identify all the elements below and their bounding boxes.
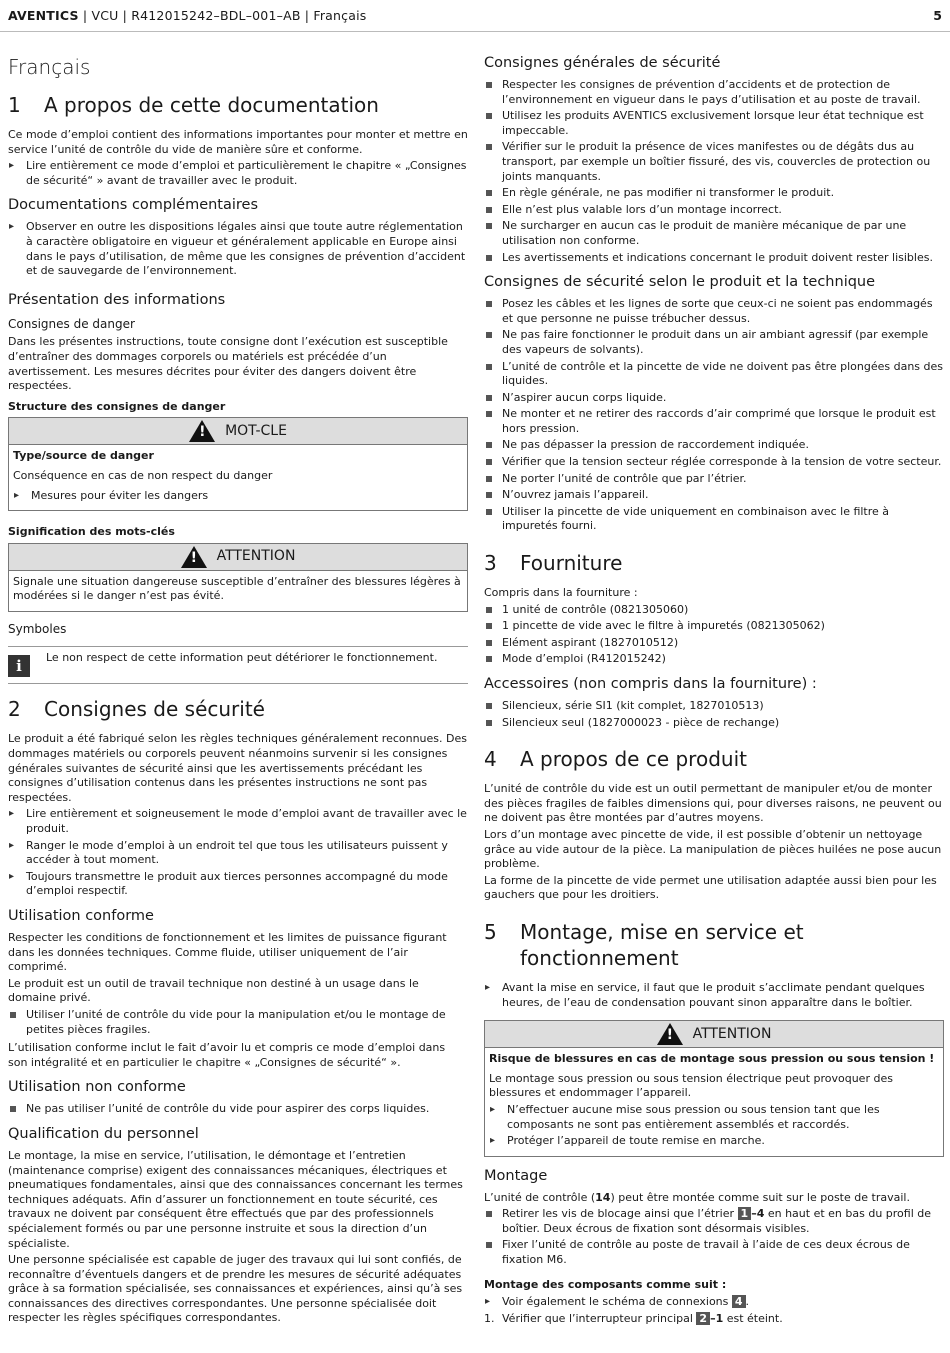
heading-presentation: Présentation des informations [8, 291, 226, 308]
signal-word: ATTENTION [692, 1025, 772, 1042]
heading-montage-composants: Montage des composants comme suit : [484, 1277, 727, 1291]
section-title: A propos de cette documentation [44, 93, 379, 117]
list-item: Les avertissements et indications concernant le produit doivent rester lisibles. [484, 251, 944, 266]
text: est éteint. [723, 1311, 783, 1325]
list [8, 1008, 468, 1037]
right-column [484, 54, 944, 1330]
header-text [8, 9, 366, 24]
list [8, 807, 468, 899]
page-header [0, 0, 950, 32]
step-number: 1. [484, 1311, 495, 1325]
section-number: 3 [484, 551, 497, 576]
heading-structure: Structure des consignes de danger [8, 399, 226, 413]
text: ) peut être montée comme suit sur le poste de travail. [610, 1190, 910, 1204]
figure-ref: –1 [710, 1311, 724, 1325]
brand: AVENTICS [8, 8, 79, 23]
list-item: Ne porter l’unité de contrôle que par l’étrier. [484, 472, 944, 487]
box-bold-text: Risque de blessures en cas de montage sous pression ou sous tension ! [489, 1052, 935, 1066]
heading-signification: Signification des mots-clés [8, 525, 175, 539]
paragraph: Ce mode d’emploi contient des informations importantes pour monter et mettre en service l’unité de contrôle du vide de manière sûre et conforme. [8, 128, 468, 156]
section-title [520, 919, 804, 971]
section-number: 2 [8, 697, 21, 722]
list [484, 297, 944, 534]
paragraph: Dans les présentes instructions, toute consigne dont l’exécution est susceptible d’entraîner des dommages corporels ou matériels est précédée d’un avertissement. Les mesures décrites pour éviter des dangers doivent être respectées. [8, 335, 448, 393]
list [8, 220, 468, 278]
reference-number: 14 [595, 1190, 611, 1204]
list [489, 1103, 939, 1149]
warning-icon [657, 1023, 683, 1045]
section-5-heading [484, 919, 944, 971]
heading-general-safety: Consignes générales de sécurité [484, 55, 721, 71]
figure-tag: 1 [738, 1207, 752, 1220]
heading-util-non-conforme: Utilisation non conforme [8, 1079, 186, 1096]
paragraph: Le produit a été fabriqué selon les règles techniques généralement reconnues. Des dommages matériels ou corporels peuvent néanmoins survenir si les consignes générales suivantes de sécurité ainsi que les avertissements précédant les consignes d’utilisation contenus dans les présentes instructions ne sont pas respectées. [8, 732, 467, 804]
list-item: Mode d’emploi (R412015242) [484, 652, 944, 667]
attention-box [8, 543, 468, 612]
box-body [485, 1048, 943, 1156]
section-title: Fourniture [520, 551, 623, 576]
list [484, 699, 944, 730]
section-title-line-1: Montage, mise en service et [520, 919, 804, 944]
list-item: Elément aspirant (1827010512) [484, 636, 944, 651]
figure-tag: 4 [732, 1295, 746, 1308]
box-body [9, 445, 467, 510]
box-header [9, 544, 467, 571]
paragraph: Le produit est un outil de travail technique non destiné à un usage dans le domaine privé. [8, 976, 419, 1005]
list-item: Respecter les consignes de prévention d’accidents et de protection de l’environnement en vigueur dans le pays d’utilisation et au poste de travail. [484, 78, 944, 107]
section-title-line-2: fonctionnement [520, 945, 679, 970]
list-item: Vérifier sur le produit la présence de vices manifestes ou de dégâts dus au transport, par exemple un boîtier fissuré, des vis, couvercles de protection ou joints manquants. [484, 140, 944, 184]
header-doc-info: | VCU | R412015242–BDL–001–AB | Français [78, 8, 367, 23]
symbol-row [8, 646, 468, 684]
list-item: ▸ Mesures pour éviter les dangers [13, 489, 463, 504]
figure-tag: 2 [696, 1312, 710, 1325]
list [484, 78, 944, 265]
danger-consequence: Conséquence en cas de non respect du danger [13, 468, 273, 482]
list-item: Ne surcharger en aucun cas le produit de manière mécanique de par une utilisation non conforme. [484, 219, 944, 248]
paragraph [484, 1191, 944, 1206]
heading-doc-comp: Documentations complémentaires [8, 197, 259, 214]
heading-symbols: Symboles [8, 621, 67, 636]
section-2-heading [8, 696, 468, 722]
list-item: Silencieux, série SI1 (kit complet, 1827010513) [484, 699, 944, 714]
list-item: ▸ Lire entièrement ce mode d’emploi et particulièrement le chapitre « „Consignes de sécurité“ » avant de travailler avec le produit. [8, 159, 468, 188]
section-number: 1 [8, 93, 21, 117]
list-item: 1 pincette de vide avec le filtre à impuretés (0821305062) [484, 619, 944, 634]
section-4-heading [484, 746, 944, 772]
heading-montage: Montage [484, 1167, 548, 1184]
list-item: N’aspirer aucun corps liquide. [484, 391, 944, 406]
list [484, 1207, 944, 1267]
list-item: Utiliser l’unité de contrôle du vide pour la manipulation et/ou le montage de petites pièces fragiles. [8, 1008, 468, 1037]
heading-accessories: Accessoires (non compris dans la fourniture) : [484, 676, 817, 692]
list [484, 1295, 944, 1326]
paragraph: Respecter les conditions de fonctionnement et les limites de puissance figurant dans les données techniques. Comme fluide, utiliser uniquement de l’air comprimé. [8, 931, 447, 974]
list-item: Posez les câbles et les lignes de sorte que ceux-ci ne soient pas endommagés et que personne ne puisse trébucher dessus. [484, 297, 944, 326]
list-item: ▸ Ranger le mode d’emploi à un endroit tel que tous les utilisateurs puissent y accéder à tout moment. [8, 839, 468, 868]
figure-ref: –4 [751, 1207, 765, 1221]
list-item [484, 1295, 944, 1310]
warning-icon [181, 546, 207, 568]
list-item: Utiliser la pincette de vide uniquement en combinaison avec le filtre à impuretés fourni. [484, 505, 944, 534]
list-item: En règle générale, ne pas modifier ni transformer le produit. [484, 186, 944, 201]
list-item: Silencieux seul (1827000023 - pièce de rechange) [484, 716, 944, 731]
page-number: 5 [933, 8, 942, 23]
list-item: ▸ N’effectuer aucune mise sous pression ou sous tension tant que les composants ne sont pas entièrement assemblés et raccordés. [489, 1103, 939, 1132]
box-body [9, 571, 467, 611]
list-item: Ne pas faire fonctionner le produit dans un air ambiant agressif (par exemple des vapeurs de solvants). [484, 328, 944, 357]
heading-util-conforme: Utilisation conforme [8, 908, 154, 924]
list [484, 981, 944, 1010]
list [8, 1102, 468, 1117]
left-column [8, 50, 468, 1328]
list-item: ▸ Observer en outre les dispositions légales ainsi que toute autre réglementation à caractère obligatoire en vigueur et généralement applicable en Europe ainsi dans le pays d’utilisation, de même que les consignes de prévention d’accident et de sauvegarde de l’environnement. [8, 220, 468, 278]
box-header [485, 1021, 943, 1048]
list-item [484, 1312, 944, 1327]
warning-icon [189, 420, 215, 442]
info-icon: i [8, 655, 30, 677]
list-item: ▸ Toujours transmettre le produit aux tierces personnes accompagné du mode d’emploi respectif. [8, 870, 468, 899]
list-item: Ne pas dépasser la pression de raccordement indiquée. [484, 438, 944, 453]
signal-word: MOT-CLE [225, 423, 287, 440]
list-item: Ne pas utiliser l’unité de contrôle du vide pour aspirer des corps liquides. [8, 1102, 468, 1117]
text: Voir également le schéma de connexions [502, 1295, 732, 1309]
paragraph: Compris dans la fourniture : [484, 586, 638, 600]
list-item: Utilisez les produits AVENTICS exclusivement lorsque leur état technique est impeccable. [484, 109, 944, 138]
section-title: Consignes de sécurité [44, 697, 265, 722]
list [13, 489, 463, 504]
list-item: Vérifier que la tension secteur réglée corresponde à la tension de votre secteur. [484, 455, 944, 470]
heading-technical-safety: Consignes de sécurité selon le produit et la technique [484, 274, 876, 291]
language-title: Français [8, 55, 91, 79]
box-header [9, 418, 467, 445]
symbol-text: Le non respect de cette information peut détériorer le fonctionnement. [46, 651, 438, 665]
section-1-heading [8, 92, 468, 118]
list-item: Ne monter et ne retirer des raccords d’air comprimé que lorsque le produit est hors pression. [484, 407, 944, 436]
list [8, 159, 468, 188]
paragraph: Le montage, la mise en service, l’utilisation, le démontage et l’entretien (maintenance comprise) exigent des connaissances mécaniques, électriques et pneumatiques fondamentales, ainsi que des connaissances concernant les termes techniques adéquats. Afin d’assurer un fonctionnement en toute sécurité, ces travaux ne doivent par conséquent être effectués que par des professionnels spécialement formés ou par une personne instruite et sous la direction d’un spécialiste. [8, 1148, 463, 1250]
list-item: ▸ Protéger l’appareil de toute remise en marche. [489, 1134, 939, 1149]
signal-word: ATTENTION [216, 548, 296, 565]
text: Retirer les vis de blocage ainsi que l’étrier [502, 1207, 738, 1221]
paragraph: L’unité de contrôle du vide est un outil permettant de manipuler et/ou de monter des pièces fragiles de faibles dimensions qui, pour diverses raisons, ne peuvent ou ne doivent pas être montées par d’autres moyens. [484, 782, 942, 825]
box-text: Le montage sous pression ou sous tension électrique peut provoquer des blessures et endommager l’appareil. [489, 1071, 893, 1100]
section-3-heading [484, 550, 944, 576]
list-item: Fixer l’unité de contrôle au poste de travail à l’aide de ces deux écrous de fixation M6. [484, 1238, 944, 1267]
paragraph: Une personne spécialisée est capable de juger des travaux qui lui sont confiés, de reconnaître d’éventuels dangers et de prendre les mesures de sécurité adéquates grâce à sa formation spécialisée, ses connaissances et expériences, ainsi qu’à ses connaissances des directives correspondantes. Une personne spécialisée doit respecter les règles spécifiques correspondantes. [8, 1253, 463, 1325]
list-item: L’unité de contrôle et la pincette de vide ne doivent pas être plongées dans des liquides. [484, 360, 944, 389]
list-item: ▸ Avant la mise en service, il faut que le produit s’acclimate pendant quelques heures, de l’eau de condensation pouvant sinon apparaître dans le boîtier. [484, 981, 944, 1010]
list-item: ▸ Lire entièrement et soigneusement le mode d’emploi avant de travailler avec le produit. [8, 807, 468, 836]
section-number: 4 [484, 747, 497, 772]
text: en haut et en bas du profil de boîtier. Deux écrous de fixation sont désormais visibles. [502, 1207, 932, 1235]
section-title: A propos de ce produit [520, 747, 747, 772]
list-item: N’ouvrez jamais l’appareil. [484, 488, 944, 503]
section-number: 5 [484, 919, 497, 944]
list-item [484, 1207, 944, 1236]
attention-box-montage [484, 1020, 944, 1157]
paragraph: La forme de la pincette de vide permet une utilisation adaptée aussi bien pour les gauchers que pour les droitiers. [484, 873, 937, 902]
heading-danger: Consignes de danger [8, 316, 135, 331]
text: L’unité de contrôle ( [484, 1190, 596, 1204]
danger-type: Type/source de danger [13, 449, 154, 463]
list-item: Elle n’est plus valable lors d’un montage incorrect. [484, 203, 944, 218]
paragraph: L’utilisation conforme inclut le fait d’avoir lu et compris ce mode d’emploi dans son intégralité et en particulier le chapitre « „Consignes de sécurité“ ». [8, 1041, 446, 1069]
text: . [745, 1295, 750, 1309]
box-text: Signale une situation dangereuse susceptible d’entraîner des blessures légères à modérées si le danger n’est pas évité. [13, 574, 461, 603]
text: Vérifier que l’interrupteur principal [502, 1311, 697, 1325]
list-item: 1 unité de contrôle (0821305060) [484, 603, 944, 618]
heading-qualification: Qualification du personnel [8, 1125, 199, 1142]
danger-structure-box [8, 417, 468, 511]
list [484, 603, 944, 667]
paragraph: Lors d’un montage avec pincette de vide, il est possible d’obtenir un nettoyage grâce au vide autour de la pièce. La manipulation de pièces huilées ne pose aucun problème. [484, 827, 942, 871]
